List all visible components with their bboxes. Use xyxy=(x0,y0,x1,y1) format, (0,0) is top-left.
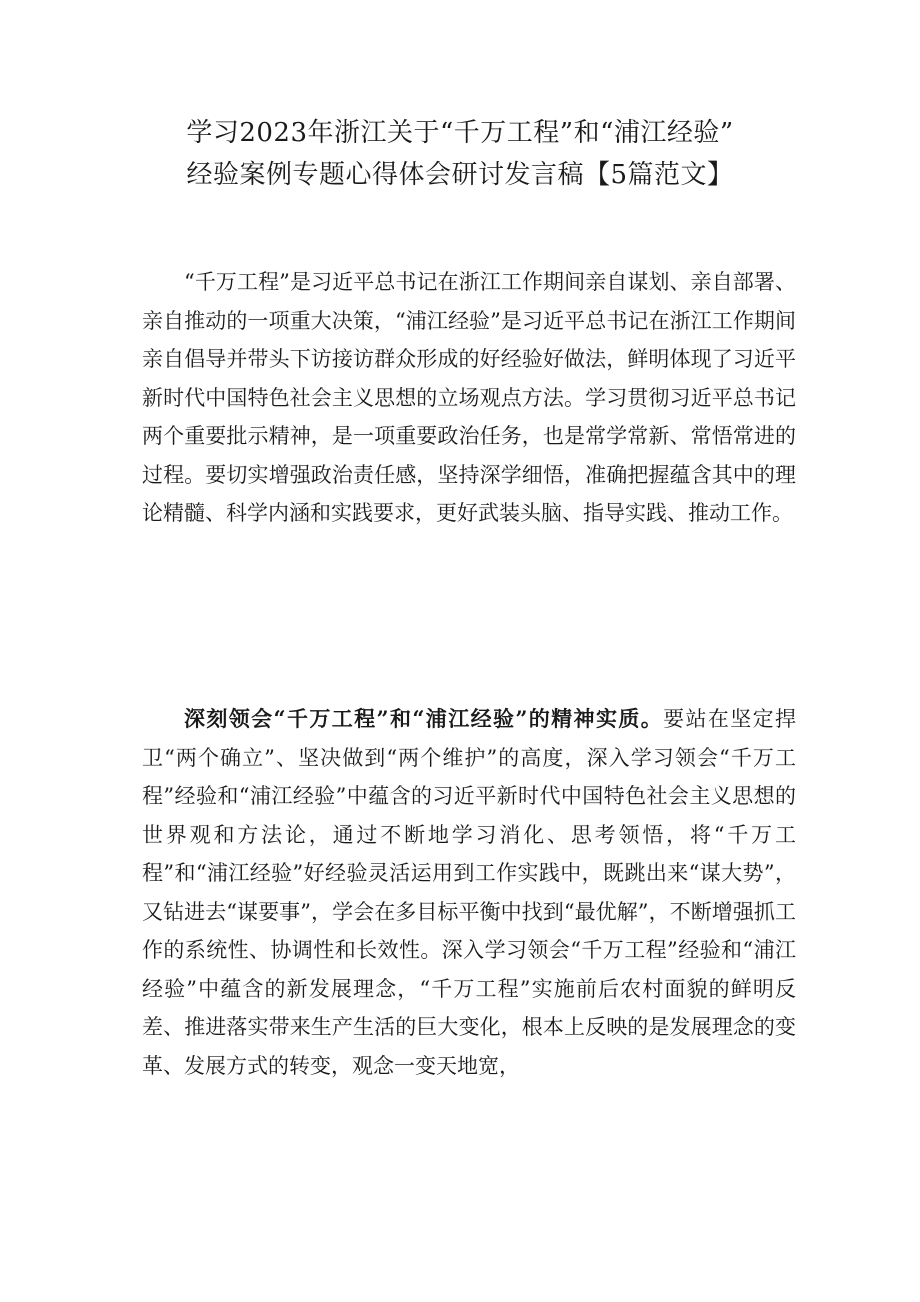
section-paragraph xyxy=(142,700,796,1085)
title-line-2: 经验案例专题心得体会研讨发言稿【5篇范文】 xyxy=(186,160,734,190)
document-title xyxy=(130,112,790,196)
paragraph-lead-heading: 深刻领会“千万工程”和“浦江经验”的精神实质。 xyxy=(184,706,664,731)
title-line-1: 学习2023年浙江关于“千万工程”和“浦江经验” xyxy=(186,118,734,148)
intro-paragraph xyxy=(142,263,796,533)
paragraph-text: 要站在坚定捍卫“两个确立”、坚决做到“两个维护”的高度，深入学习领会“千万工程”经验和“浦江经验”中蕴含的习近平新时代中国特色社会主义思想的世界观和方法论，通过不断地学习消化、思考领悟，将“千万工程”和“浦江经验”好经验灵活运用到工作实践中，既跳出来“谋大势”，又钻进去“谋要事”，学会在多目标平衡中找到“最优解”，不断增强抓工作的系统性、协调性和长效性。深入学习领会“千万工程”经验和“浦江经验”中蕴含的新发展理念，“千万工程”实施前后农村面貌的鲜明反差、推进落实带来生产生活的巨大变化，根本上反映的是发展理念的变革、发展方式的转变，观念一变天地宽， xyxy=(142,707,796,1078)
paragraph-text: “千万工程”是习近平总书记在浙江工作期间亲自谋划、亲自部署、亲自推动的一项重大决策，“浦江经验”是习近平总书记在浙江工作期间亲自倡导并带头下访接访群众形成的好经验好做法，鲜明体现了习近平新时代中国特色社会主义思想的立场观点方法。学习贯彻习近平总书记两个重要批示精神，是一项重要政治任务，也是常学常新、常悟常进的过程。要切实增强政治责任感，坚持深学细悟，准确把握蕴含其中的理论精髓、科学内涵和实践要求，更好武装头脑、指导实践、推动工作。 xyxy=(142,270,796,525)
